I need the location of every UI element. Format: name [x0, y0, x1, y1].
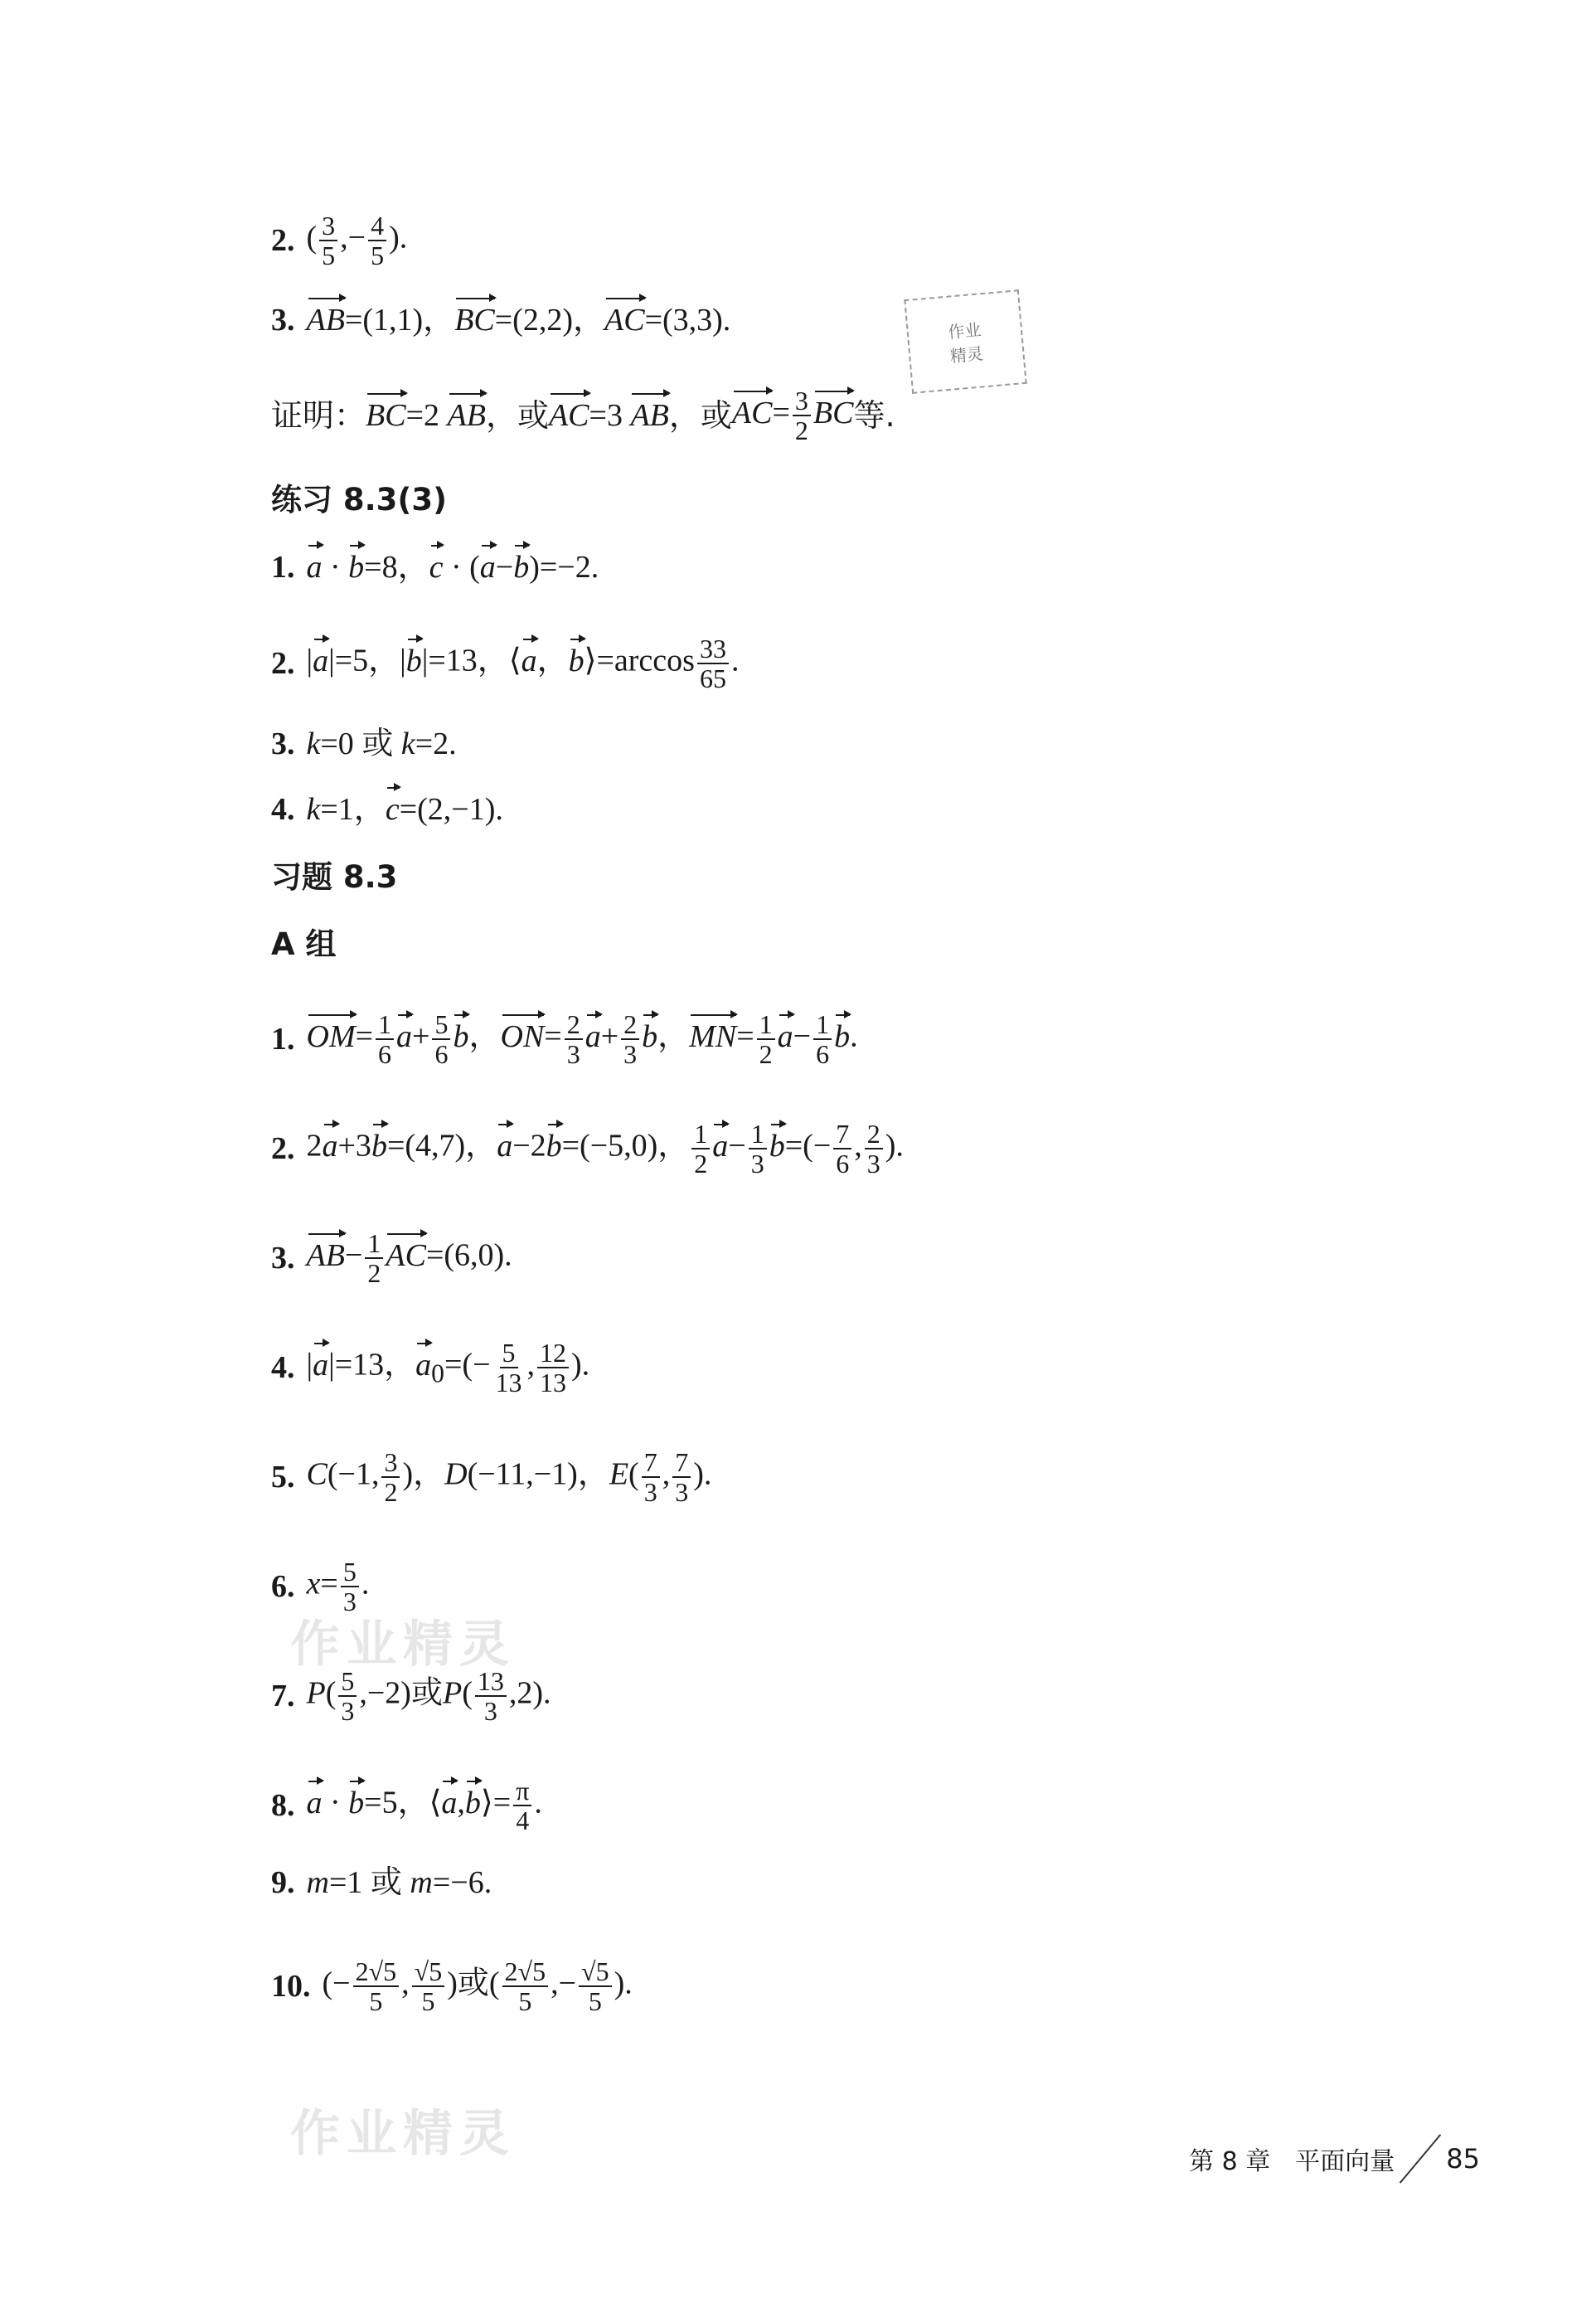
item-number: 1. — [271, 550, 295, 585]
page-number: 85 — [1446, 2143, 1480, 2175]
practice-item-3: 3. k=0 或 k=2. — [271, 723, 457, 764]
practice-item-1: 1. a · b=8，c · (a−b)=−2. — [271, 547, 599, 587]
section-heading-practice: 练习 8.3(3) — [271, 482, 447, 518]
item-number: 7. — [271, 1679, 295, 1713]
exercise-item-9: 9. m=1 或 m=−6. — [271, 1862, 492, 1903]
item-number: 6. — [271, 1569, 295, 1604]
answer-math: AB=(1,1)，BC=(2,2)，AC=(3,3). — [307, 300, 731, 340]
group-heading: A 组 — [271, 926, 337, 962]
item-number: 9. — [271, 1864, 295, 1900]
practice-item-4: 4. k=1，c=(2,−1). — [271, 790, 503, 829]
item-number: 3. — [271, 303, 295, 338]
answer-line-2 — [271, 211, 407, 270]
stamp-logo: 作业 精灵 — [904, 289, 1026, 394]
exercise-item-5: 5. C(−1, $\frac{3}{2}$ )，D(−11,−1)，E( $\frac{7}{3}$ , $\frac{7}{3}$ ). — [271, 1447, 712, 1507]
exercise-item-7: 7. P( $\frac{5}{3}$ ,−2)或P( $\frac{13}{3}$ ,2). — [271, 1666, 551, 1726]
item-number: 10. — [271, 1969, 311, 2004]
item-number: 4. — [271, 1350, 295, 1385]
chapter-title: 第 8 章 平面向量 — [1189, 2147, 1395, 2176]
item-number: 2. — [271, 223, 295, 258]
proof-line: 证明： BC=2 AB ，或 AC=3 AB ，或 AC= $\frac{3}{2}$ BC 等. — [271, 386, 895, 445]
divider — [1400, 2134, 1441, 2184]
exercise-item-10: 10. (− $\frac{2√5}{5}$ , $\frac{√5}{5}$ )或( $\frac{2√5}{5}$ ,− $\frac{√5}{5}$ ). — [271, 1956, 633, 2016]
exercise-item-6: 6. x= $\frac{5}{3}$ . — [271, 1557, 370, 1616]
answer-math: ( $\frac{3}{5}$ ,− $\frac{4}{5}$ ). — [306, 211, 408, 270]
watermark: 作业精灵 — [290, 1616, 516, 1674]
exercise-item-2: 2. 2a+3b=(4,7)，a−2b=(−5,0)， $\frac{1}{2}$ a− $\frac{1}{3}$ b=(− $\frac{7}{6}$ , $\frac{2}{3}$ ). — [271, 1119, 904, 1179]
watermark: 作业精灵 — [290, 2105, 516, 2163]
answer-line-3 — [271, 300, 730, 340]
exercise-item-4: 4. |a|=13，$a_0=(-$ $\frac{5}{13}$ , $\frac{12}{13}$ ). — [271, 1338, 590, 1397]
exercise-item-1: 1. OM= $\frac{1}{6}$ a+ $\frac{5}{6}$ b，ON= $\frac{2}{3}$ a+ $\frac{2}{3}$ b，MN= $\frac{1}{2}$ a− $\frac{1}{6}$ b. — [271, 1009, 858, 1069]
item-number: 8. — [271, 1788, 295, 1823]
practice-item-2: 2. |a|=5，|b|=13，⟨a，b⟩=arccos $\frac{33}{65}$ . — [271, 634, 740, 693]
page-footer — [1189, 2127, 1480, 2190]
item-number: 3. — [271, 726, 295, 761]
item-number: 3. — [271, 1241, 295, 1276]
section-heading-exercise: 习题 8.3 — [271, 859, 398, 895]
item-number: 5. — [271, 1460, 295, 1494]
item-number: 1. — [271, 1022, 295, 1057]
item-number: 4. — [271, 792, 295, 827]
item-number: 2. — [271, 1131, 295, 1166]
exercise-item-3: 3. AB− $\frac{1}{2}$ AC=(6,0). — [271, 1228, 512, 1288]
exercise-item-8: 8. a · b=5，⟨a,b⟩= $\frac{\pi}{4}$ . — [271, 1776, 542, 1835]
item-number: 2. — [271, 646, 295, 681]
